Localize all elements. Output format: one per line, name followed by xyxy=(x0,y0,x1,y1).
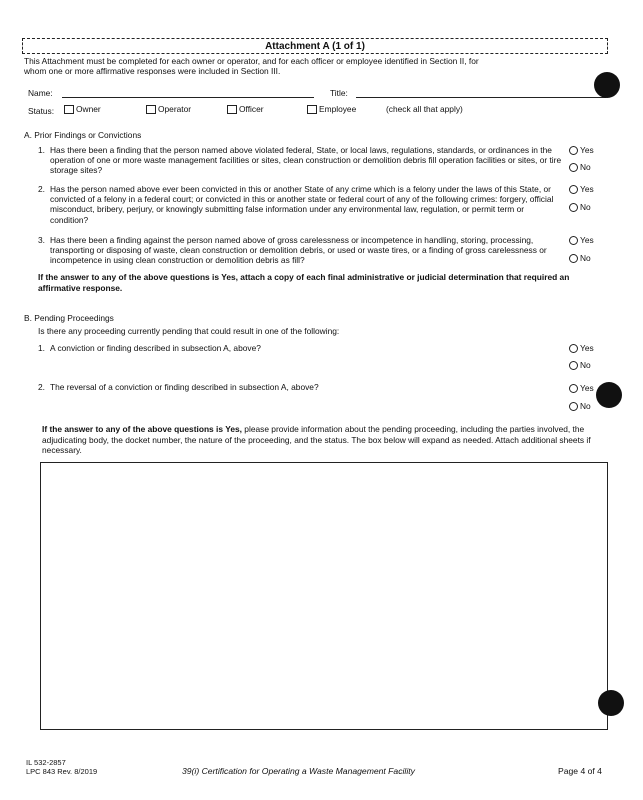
operator-checkbox[interactable] xyxy=(146,105,156,114)
b1-yes-option[interactable] xyxy=(569,343,594,353)
a3-yes-label: Yes xyxy=(580,235,594,245)
question-number: 1. xyxy=(38,145,45,155)
a1-yes-label: Yes xyxy=(580,145,594,155)
a1-yes-radio[interactable] xyxy=(569,146,578,155)
question-text: Has there been a finding against the person named above of gross carelessness or incompetence in handling, storing, processing, transporting or disposing of waste, clean construction or demolition debris, or used or waste tires, or a finding of gross carelessness or incompetence in using clean construction or demolition debris as fill? xyxy=(50,235,547,266)
b1-yes-radio[interactable] xyxy=(569,344,578,353)
attachment-title: Attachment A (1 of 1) xyxy=(22,38,608,54)
question-number: 1. xyxy=(38,343,45,353)
officer-label: Officer xyxy=(239,104,264,114)
question-b2 xyxy=(38,382,558,392)
punch-hole-mark xyxy=(596,382,622,408)
title-label: Title: xyxy=(330,88,348,98)
section-a-note: If the answer to any of the above questions is Yes, attach a copy of each final administrative or judicial determination that required an affirmative response. xyxy=(38,272,570,293)
b1-no-radio[interactable] xyxy=(569,361,578,370)
question-text: A conviction or finding described in subsection A, above? xyxy=(50,343,261,353)
footer-form-ids xyxy=(26,758,97,776)
operator-label: Operator xyxy=(158,104,192,114)
b2-yes-radio[interactable] xyxy=(569,384,578,393)
name-label: Name: xyxy=(28,88,53,98)
question-text: Has the person named above ever been convicted in this or another State of any crime which is a felony under the laws of this State, or convicted of a felony in a federal court; or convicted in this or another state or federal court of any of the following crimes: forgery, official misconduct, bribery, perjury, or knowingly submitting false information under any environmental law, regulation, or permit term or condition? xyxy=(50,184,554,225)
a2-yes-option[interactable] xyxy=(569,184,594,194)
question-text: Has there been a finding that the person named above violated federal, State, or local laws, regulations, standards, or ordinances in the operation of one or more waste management facilities or sites, clean construction or demolition debris fill operation facilities or sites, or tire storage sites? xyxy=(50,145,562,176)
officer-checkbox[interactable] xyxy=(227,105,237,114)
a3-no-radio[interactable] xyxy=(569,254,578,263)
a3-no-option[interactable] xyxy=(569,253,591,263)
b2-no-option[interactable] xyxy=(569,401,591,411)
title-field[interactable] xyxy=(356,87,606,98)
status-employee[interactable] xyxy=(307,104,356,114)
b1-yes-label: Yes xyxy=(580,343,594,353)
status-note: (check all that apply) xyxy=(386,104,463,114)
question-a2 xyxy=(38,184,562,225)
question-number: 3. xyxy=(38,235,45,245)
status-officer[interactable] xyxy=(227,104,264,114)
question-number: 2. xyxy=(38,184,45,194)
page-number: Page 4 of 4 xyxy=(558,766,602,776)
employee-checkbox[interactable] xyxy=(307,105,317,114)
b1-no-option[interactable] xyxy=(569,360,591,370)
attachment-intro: This Attachment must be completed for each owner or operator, and for each officer or employee identified in Section II, for whom one or more affirmative responses were included in Section III. xyxy=(24,56,479,76)
a3-yes-radio[interactable] xyxy=(569,236,578,245)
section-b-intro: Is there any proceeding currently pending that could result in one of the following: xyxy=(38,326,340,336)
form-revision: LPC 843 Rev. 8/2019 xyxy=(26,767,98,776)
footer-form-title: 39(i) Certification for Operating a Waste Management Facility xyxy=(182,766,415,776)
question-number: 2. xyxy=(38,382,45,392)
punch-hole-mark xyxy=(594,72,620,98)
question-b1 xyxy=(38,343,558,353)
owner-label: Owner xyxy=(76,104,101,114)
question-text: The reversal of a conviction or finding described in subsection A, above? xyxy=(50,382,319,392)
punch-hole-mark xyxy=(598,690,624,716)
status-operator[interactable] xyxy=(146,104,191,114)
a2-yes-label: Yes xyxy=(580,184,594,194)
a3-no-label: No xyxy=(580,253,591,263)
employee-label: Employee xyxy=(319,104,357,114)
section-b-note-rest: please provide information about the pending proceeding, including the parties involved, the adjudicating body, the docket number, the nature of the proceeding, and the status. The box below will expand as needed. Attach additional sheets if necessary. xyxy=(42,424,591,455)
b2-no-label: No xyxy=(580,401,591,411)
a1-no-label: No xyxy=(580,162,591,172)
status-owner[interactable] xyxy=(64,104,101,114)
a1-yes-option[interactable] xyxy=(569,145,594,155)
section-b-title: B. Pending Proceedings xyxy=(24,313,114,323)
owner-checkbox[interactable] xyxy=(64,105,74,114)
a2-no-radio[interactable] xyxy=(569,203,578,212)
a2-no-label: No xyxy=(580,202,591,212)
name-field[interactable] xyxy=(62,87,314,98)
section-b-note xyxy=(42,424,608,456)
section-b-note-bold: If the answer to any of the above questions is Yes, xyxy=(42,424,242,434)
a1-no-option[interactable] xyxy=(569,162,591,172)
a2-yes-radio[interactable] xyxy=(569,185,578,194)
status-label: Status: xyxy=(28,106,55,116)
a3-yes-option[interactable] xyxy=(569,235,594,245)
b2-yes-label: Yes xyxy=(580,383,594,393)
a2-no-option[interactable] xyxy=(569,202,591,212)
question-a3 xyxy=(38,235,562,266)
pending-proceedings-textbox[interactable] xyxy=(40,462,608,730)
b2-yes-option[interactable] xyxy=(569,383,594,393)
form-id: IL 532-2857 xyxy=(26,758,66,767)
a1-no-radio[interactable] xyxy=(569,163,578,172)
question-a1 xyxy=(38,145,562,176)
b1-no-label: No xyxy=(580,360,591,370)
b2-no-radio[interactable] xyxy=(569,402,578,411)
section-a-title: A. Prior Findings or Convictions xyxy=(24,130,142,140)
